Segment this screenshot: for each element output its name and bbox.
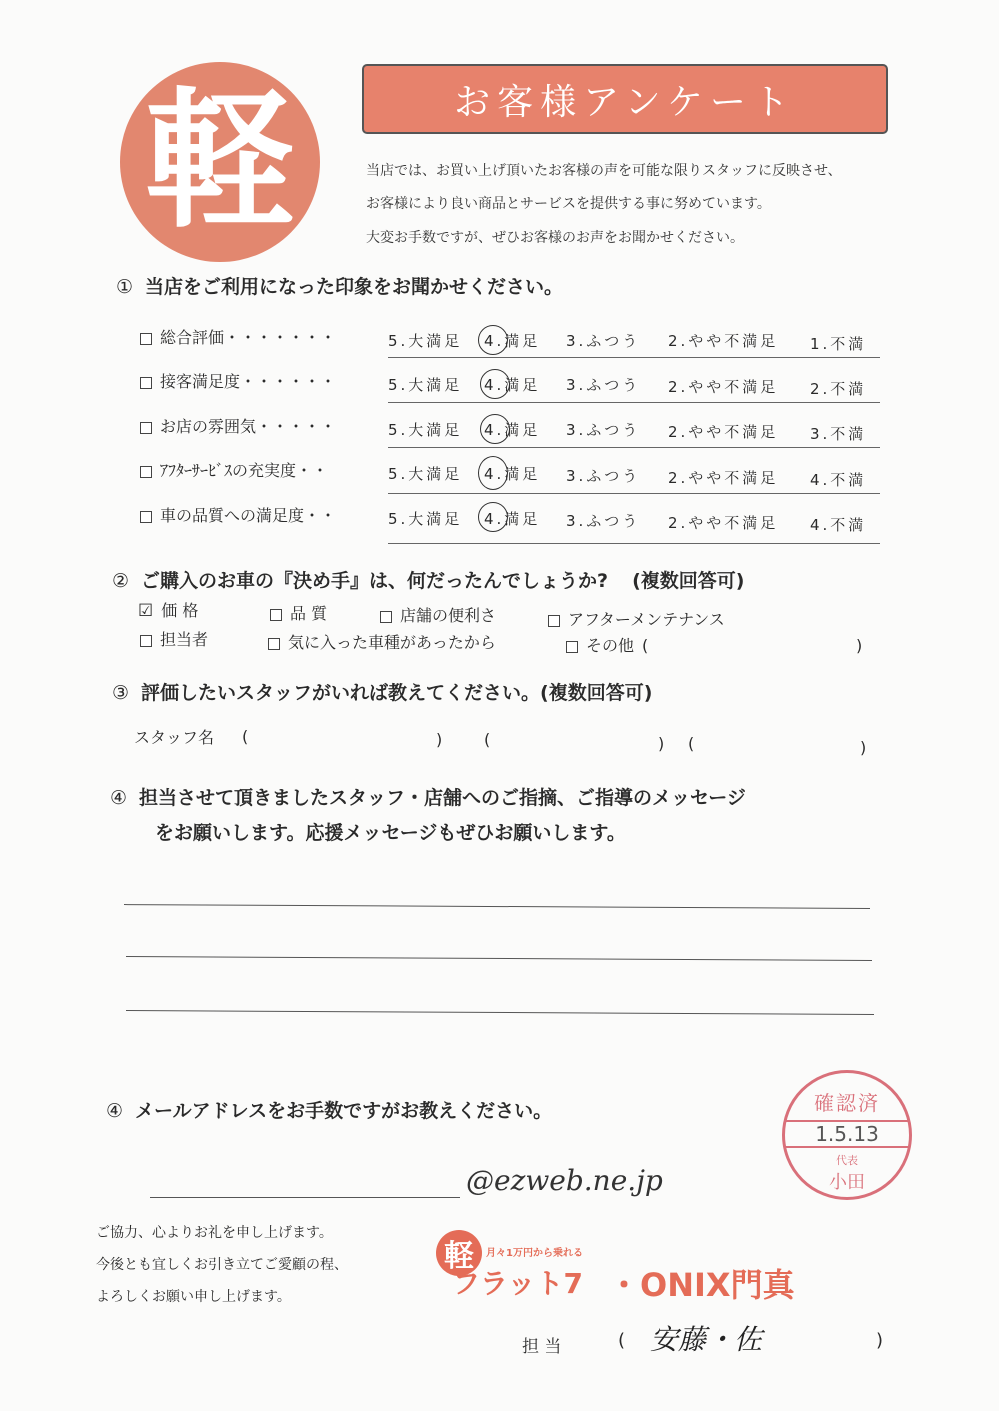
q3-heading	[112, 678, 652, 705]
rating-option[interactable]: 3.ふつう	[566, 467, 641, 485]
checkbox	[270, 609, 282, 621]
checkbox	[140, 635, 152, 647]
shop-logo	[120, 62, 320, 262]
rating-option[interactable]: 2.やや不満足	[668, 469, 779, 487]
tanto-open-paren: (	[618, 1330, 626, 1351]
checkbox[interactable]	[140, 333, 152, 345]
rating-row-label: 車の品質への満足度・・	[140, 503, 336, 526]
footer-logo-mark: 軽	[436, 1230, 482, 1276]
divider	[388, 447, 880, 448]
staff-name-input-3[interactable]	[704, 728, 854, 754]
checkbox[interactable]	[140, 466, 152, 478]
page-title: お客様アンケート	[454, 81, 796, 123]
divider	[388, 493, 880, 494]
rating-option[interactable]: 3.ふつう	[566, 512, 641, 530]
rating-option[interactable]: 2.やや不満足	[668, 332, 779, 350]
paren: )	[860, 738, 867, 757]
rating-option[interactable]: 5.大満足	[388, 465, 463, 483]
q4-number: ④	[110, 787, 128, 809]
choice-quality[interactable]: 品 質	[270, 601, 327, 624]
rating-row-label: お店の雰囲気・・・・・	[140, 414, 336, 437]
q5-text: メールアドレスをお手数ですがお教えください。	[135, 1100, 553, 1122]
rating-row-label: ｱﾌﾀｰｻｰﾋﾞｽの充実度・・	[140, 458, 328, 481]
rating-option[interactable]: 1.不満	[810, 335, 867, 353]
q4-heading	[110, 783, 746, 810]
page-title-banner	[362, 64, 888, 134]
checkbox[interactable]	[140, 422, 152, 434]
choice-convenience[interactable]: 店舗の便利さ	[380, 603, 496, 626]
q1-text: 当店をご利用になった印象をお聞かせください。	[145, 276, 564, 298]
q2-text: ご購入のお車の『決め手』は、何だったんでしょうか?	[141, 570, 609, 592]
rating-option[interactable]: 3.ふつう	[566, 421, 641, 439]
rating-option-selected[interactable]: 4.満足	[484, 376, 541, 394]
email-underline	[150, 1197, 460, 1198]
rating-option[interactable]: 4.不満	[810, 516, 867, 534]
paren: (	[688, 734, 695, 753]
checkbox	[268, 638, 280, 650]
q2-heading	[112, 566, 744, 593]
thanks-line-3: よろしくお願い申し上げます。	[96, 1289, 291, 1305]
tanto-close-paren: )	[876, 1330, 884, 1351]
email-local-part-input[interactable]	[150, 1168, 460, 1196]
q2-number: ②	[112, 570, 130, 592]
selected-circle-mark	[478, 456, 508, 490]
checked-box-icon: ☑	[138, 601, 154, 621]
rating-option-selected[interactable]: 4.満足	[484, 465, 541, 483]
q5-heading	[106, 1096, 552, 1123]
selected-circle-mark	[480, 414, 510, 444]
selected-circle-mark	[478, 325, 508, 355]
q4-text-1: 担当させて頂きましたスタッフ・店舗へのご指摘、ご指導のメッセージ	[139, 787, 746, 809]
rating-option-selected[interactable]: 4.満足	[484, 332, 541, 350]
checkbox	[380, 611, 392, 623]
q4-text-2: をお願いします。応援メッセージもぜひお願いします。	[155, 822, 626, 844]
intro-line-3: 大変お手数ですが、ぜひお客様のお声をお聞かせください。	[366, 230, 744, 246]
q2-note: (複数回答可)	[632, 570, 745, 592]
tanto-label: 担 当	[522, 1337, 562, 1357]
logo-char: 軽	[144, 75, 295, 249]
choice-maintenance[interactable]: アフターメンテナンス	[548, 607, 725, 630]
q3-text: 評価したいスタッフがいれば教えてください。(複数回答可)	[141, 682, 653, 704]
rating-option-selected[interactable]: 4.満足	[484, 421, 541, 439]
paren: (	[484, 730, 491, 749]
rating-option[interactable]: 2.不満	[810, 380, 867, 398]
staff-name-input-1[interactable]	[258, 720, 428, 746]
rating-option[interactable]: 5.大満足	[388, 421, 463, 439]
paren: )	[436, 730, 443, 749]
staff-name-input-2[interactable]	[500, 724, 650, 750]
logo-tagline: 月々1万円から乗れる	[486, 1248, 583, 1259]
choice-car-model[interactable]: 気に入った車種があったから	[268, 630, 496, 653]
q3-number: ③	[112, 682, 130, 704]
q5-number: ④	[106, 1100, 124, 1122]
rating-row-label: 接客満足度・・・・・・	[140, 369, 336, 392]
rating-option[interactable]: 3.ふつう	[566, 332, 641, 350]
stamp-top-text: 確認済	[814, 1091, 880, 1115]
rating-option[interactable]: 4.不満	[810, 471, 867, 489]
divider	[388, 357, 880, 358]
selected-circle-mark	[478, 502, 508, 532]
paren: (	[242, 727, 249, 746]
tanto-handwritten-name: 安藤・佐	[650, 1323, 763, 1356]
checkbox[interactable]	[140, 377, 152, 389]
rating-option[interactable]: 2.やや不満足	[668, 423, 779, 441]
rating-option[interactable]: 5.大満足	[388, 332, 463, 350]
selected-circle-mark	[480, 369, 510, 399]
choice-staff[interactable]: 担当者	[140, 627, 208, 650]
rating-option[interactable]: 2.やや不満足	[668, 514, 779, 532]
stamp-name: 小田	[829, 1172, 865, 1193]
paren: )	[658, 734, 665, 753]
email-domain: @ezweb.ne.jp	[466, 1164, 663, 1197]
divider	[388, 402, 880, 403]
rating-option-selected[interactable]: 4.満足	[484, 510, 541, 528]
redaction-mask	[300, 920, 630, 956]
stamp-role: 代表	[836, 1154, 858, 1167]
q1-heading	[116, 272, 563, 299]
logo-onix: ・ONIX門真	[608, 1266, 795, 1304]
divider	[388, 543, 880, 544]
q1-number: ①	[116, 276, 134, 298]
rating-option[interactable]: 2.やや不満足	[668, 378, 779, 396]
choice-other[interactable]: その他 (	[566, 633, 648, 656]
rating-option[interactable]: 5.大満足	[388, 510, 463, 528]
intro-line-1: 当店では、お買い上げ頂いたお客様の声を可能な限りスタッフに反映させ、	[366, 163, 842, 179]
other-close-paren: )	[856, 636, 863, 655]
checkbox[interactable]	[140, 511, 152, 523]
staff-name-label: スタッフ名	[134, 728, 215, 747]
thanks-line-1: ご協力、心よりお礼を申し上げます。	[96, 1225, 333, 1241]
rating-row-label: 総合評価・・・・・・・	[140, 325, 336, 348]
intro-line-2: お客様により良い商品とサービスを提供する事に努めています。	[366, 196, 771, 212]
confirmation-stamp	[782, 1070, 912, 1200]
rating-option[interactable]: 3.ふつう	[566, 376, 641, 394]
stamp-date: 1.5.13	[785, 1120, 909, 1148]
thanks-line-2: 今後とも宜しくお引き立てご愛顧の程、	[96, 1257, 348, 1273]
rating-option[interactable]: 3.不満	[810, 425, 867, 443]
choice-price[interactable]: ☑ 価 格	[138, 601, 199, 621]
checkbox	[548, 615, 560, 627]
rating-option[interactable]: 5.大満足	[388, 376, 463, 394]
logo-flat7: フラット7	[452, 1267, 583, 1300]
checkbox	[566, 641, 578, 653]
